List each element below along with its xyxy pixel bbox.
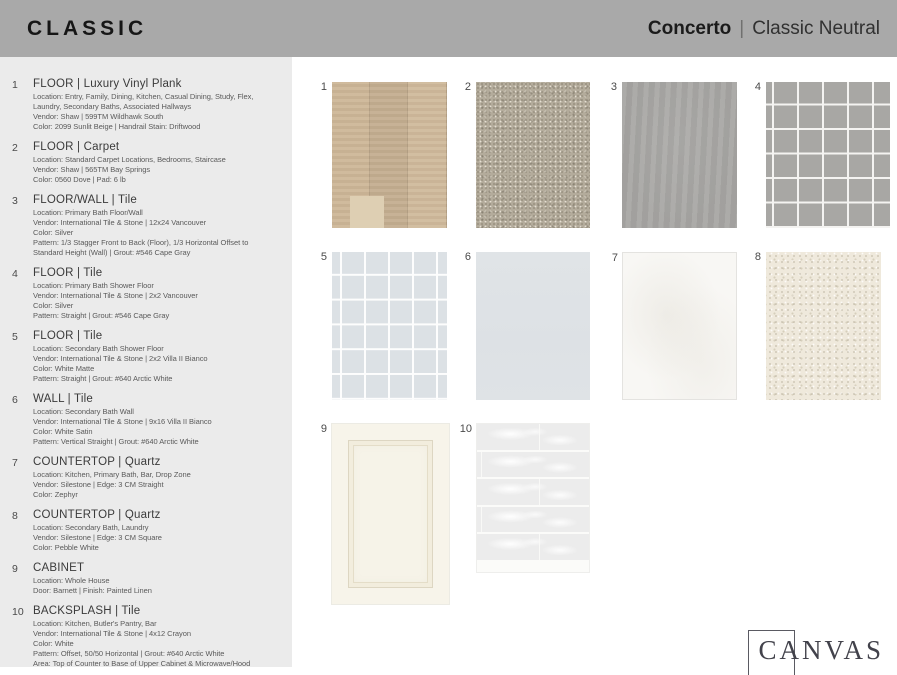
spec-item-number: 9	[12, 563, 18, 575]
spec-item-title: FLOOR | Tile	[33, 330, 103, 342]
spec-item-detail: Color: 0560 Dove | Pad: 6 lb	[33, 175, 126, 184]
spec-item-floor-tile-secondary	[12, 330, 278, 384]
spec-item-title: FLOOR | Luxury Vinyl Plank	[33, 78, 182, 90]
swatch-number: 6	[464, 251, 471, 263]
spec-item-title: COUNTERTOP | Quartz	[33, 456, 161, 468]
spec-item-title: FLOOR | Tile	[33, 267, 103, 279]
spec-item-title: WALL | Tile	[33, 393, 93, 405]
swatch-cabinet-door	[320, 423, 450, 605]
spec-item-number: 1	[12, 79, 18, 91]
spec-item-title: CABINET	[33, 562, 85, 574]
spec-item-detail: Door: Barnett | Finish: Painted Linen	[33, 586, 152, 595]
spec-item-title: BACKSPLASH | Tile	[33, 605, 141, 617]
swatch-number: 4	[754, 81, 761, 93]
swatch-number: 8	[754, 251, 761, 263]
spec-item-detail: Location: Standard Carpet Locations, Bedrooms, Staircase	[33, 155, 226, 164]
spec-item-cabinet	[12, 562, 278, 596]
spec-item-floorwall-tile	[12, 194, 278, 258]
spec-item-detail: Pattern: 1/3 Stagger Front to Back (Floor), 1/3 Horizontal Offset to Standard Height (Wall) | Grout: #546 Cape Gray	[33, 238, 249, 257]
subway-tile-row	[477, 507, 589, 535]
swatch-number: 2	[464, 81, 471, 93]
swatch-quartz-zephyr	[611, 252, 737, 400]
swatch-luxury-vinyl-plank	[320, 81, 447, 228]
spec-item-detail: Location: Primary Bath Floor/Wall	[33, 208, 143, 217]
spec-item-countertop-kitchen	[12, 456, 278, 500]
spec-item-number: 8	[12, 510, 18, 522]
swatch-board	[292, 57, 897, 667]
spec-item-number: 6	[12, 394, 18, 406]
spec-item-detail: Vendor: International Tile & Stone | 9x16 Villa II Bianco	[33, 417, 212, 426]
swatch-number: 9	[320, 423, 327, 435]
spec-list-sidebar	[0, 57, 292, 667]
spec-item-countertop-secondary	[12, 509, 278, 553]
header-bar	[0, 0, 897, 57]
spec-item-detail: Color: 2099 Sunlit Beige | Handrail Stain: Driftwood	[33, 122, 201, 131]
spec-item-detail: Vendor: Shaw | 565TM Bay Springs	[33, 165, 151, 174]
spec-item-detail: Location: Primary Bath Shower Floor	[33, 281, 154, 290]
swatch-number: 5	[320, 251, 327, 263]
spec-item-detail: Location: Kitchen, Primary Bath, Bar, Drop Zone	[33, 470, 191, 479]
subway-tile-row	[477, 452, 589, 480]
spec-item-detail: Vendor: Silestone | Edge: 3 CM Straight	[33, 480, 164, 489]
palette-name: Classic Neutral	[752, 17, 880, 39]
spec-item-detail: Location: Whole House	[33, 576, 110, 585]
swatch-number: 1	[320, 81, 327, 93]
logo-wordmark: CANVAS	[758, 635, 884, 665]
spec-item-detail: Location: Secondary Bath, Laundry	[33, 523, 149, 532]
spec-item-detail: Vendor: International Tile & Stone | 2x2 Villa II Bianco	[33, 354, 208, 363]
spec-item-detail: Location: Secondary Bath Shower Floor	[33, 344, 164, 353]
spec-item-detail: Vendor: International Tile & Stone | 12x24 Vancouver	[33, 218, 207, 227]
swatch-number: 3	[610, 81, 617, 93]
plan-title-group	[648, 18, 880, 40]
spec-item-detail: Pattern: Straight | Grout: #546 Cape Gray	[33, 311, 170, 320]
swatch-tile-12x24-vancouver	[610, 81, 737, 228]
cabinet-door-panel	[348, 440, 433, 588]
spec-item-detail: Vendor: Silestone | Edge: 3 CM Square	[33, 533, 162, 542]
swatch-backsplash-crayon	[459, 423, 590, 573]
spec-item-detail: Area: Top of Counter to Base of Upper Cabinet & Microwave/Hood	[33, 659, 251, 668]
plan-name: Concerto	[647, 17, 732, 39]
subway-tile-row	[477, 424, 589, 452]
spec-item-detail: Pattern: Offset, 50/50 Horizontal | Grout: #640 Arctic White	[33, 649, 225, 658]
spec-item-detail: Vendor: International Tile & Stone | 4x12 Crayon	[33, 629, 191, 638]
swatch-number: 7	[611, 252, 618, 264]
spec-item-detail: Color: Silver	[33, 228, 74, 237]
spec-item-detail: Color: Pebble White	[33, 543, 99, 552]
collection-title: CLASSIC	[27, 16, 148, 40]
spec-item-backsplash	[12, 605, 278, 669]
spec-item-detail: Vendor: Shaw | 599TM Wildhawk South	[33, 112, 164, 121]
spec-item-detail: Pattern: Straight | Grout: #640 Arctic White	[33, 374, 173, 383]
spec-item-detail: Color: Silver	[33, 301, 74, 310]
spec-item-number: 3	[12, 195, 18, 207]
spec-item-wall-tile	[12, 393, 278, 447]
spec-item-number: 7	[12, 457, 18, 469]
swatch-number: 10	[459, 423, 472, 435]
spec-item-number: 4	[12, 268, 18, 280]
spec-item-detail: Vendor: International Tile & Stone | 2x2 Vancouver	[33, 291, 198, 300]
spec-item-detail: Color: White Matte	[33, 364, 95, 373]
spec-item-detail: Location: Kitchen, Butler's Pantry, Bar	[33, 619, 157, 628]
swatch-tile-2x2-villa-bianco	[320, 251, 447, 400]
subway-tile-row	[477, 534, 589, 562]
spec-item-detail: Color: Zephyr	[33, 490, 78, 499]
spec-item-floor-lvp	[12, 78, 278, 132]
spec-item-title: FLOOR | Carpet	[33, 141, 120, 153]
spec-item-floor-tile-primary	[12, 267, 278, 321]
subway-tile-row	[477, 479, 589, 507]
swatch-tile-2x2-vancouver	[754, 81, 890, 228]
canvas-logo	[758, 635, 884, 667]
title-divider: |	[739, 17, 745, 39]
spec-item-number: 2	[12, 142, 18, 154]
spec-item-detail: Color: White	[33, 639, 74, 648]
spec-item-number: 5	[12, 331, 18, 343]
swatch-quartz-pebble-white	[754, 251, 881, 400]
spec-item-title: COUNTERTOP | Quartz	[33, 509, 161, 521]
spec-item-detail: Color: White Satin	[33, 427, 93, 436]
swatch-carpet	[464, 81, 590, 228]
spec-item-detail: Location: Secondary Bath Wall	[33, 407, 134, 416]
spec-item-floor-carpet	[12, 141, 278, 185]
spec-item-detail: Pattern: Vertical Straight | Grout: #640 Arctic White	[33, 437, 199, 446]
swatch-tile-9x16-villa-bianco	[464, 251, 590, 400]
spec-item-title: FLOOR/WALL | Tile	[33, 194, 137, 206]
spec-item-detail: Location: Entry, Family, Dining, Kitchen, Casual Dining, Study, Flex, Laundry, Secondary Baths, Associated Hallways	[33, 92, 254, 111]
spec-item-number: 10	[12, 606, 24, 618]
